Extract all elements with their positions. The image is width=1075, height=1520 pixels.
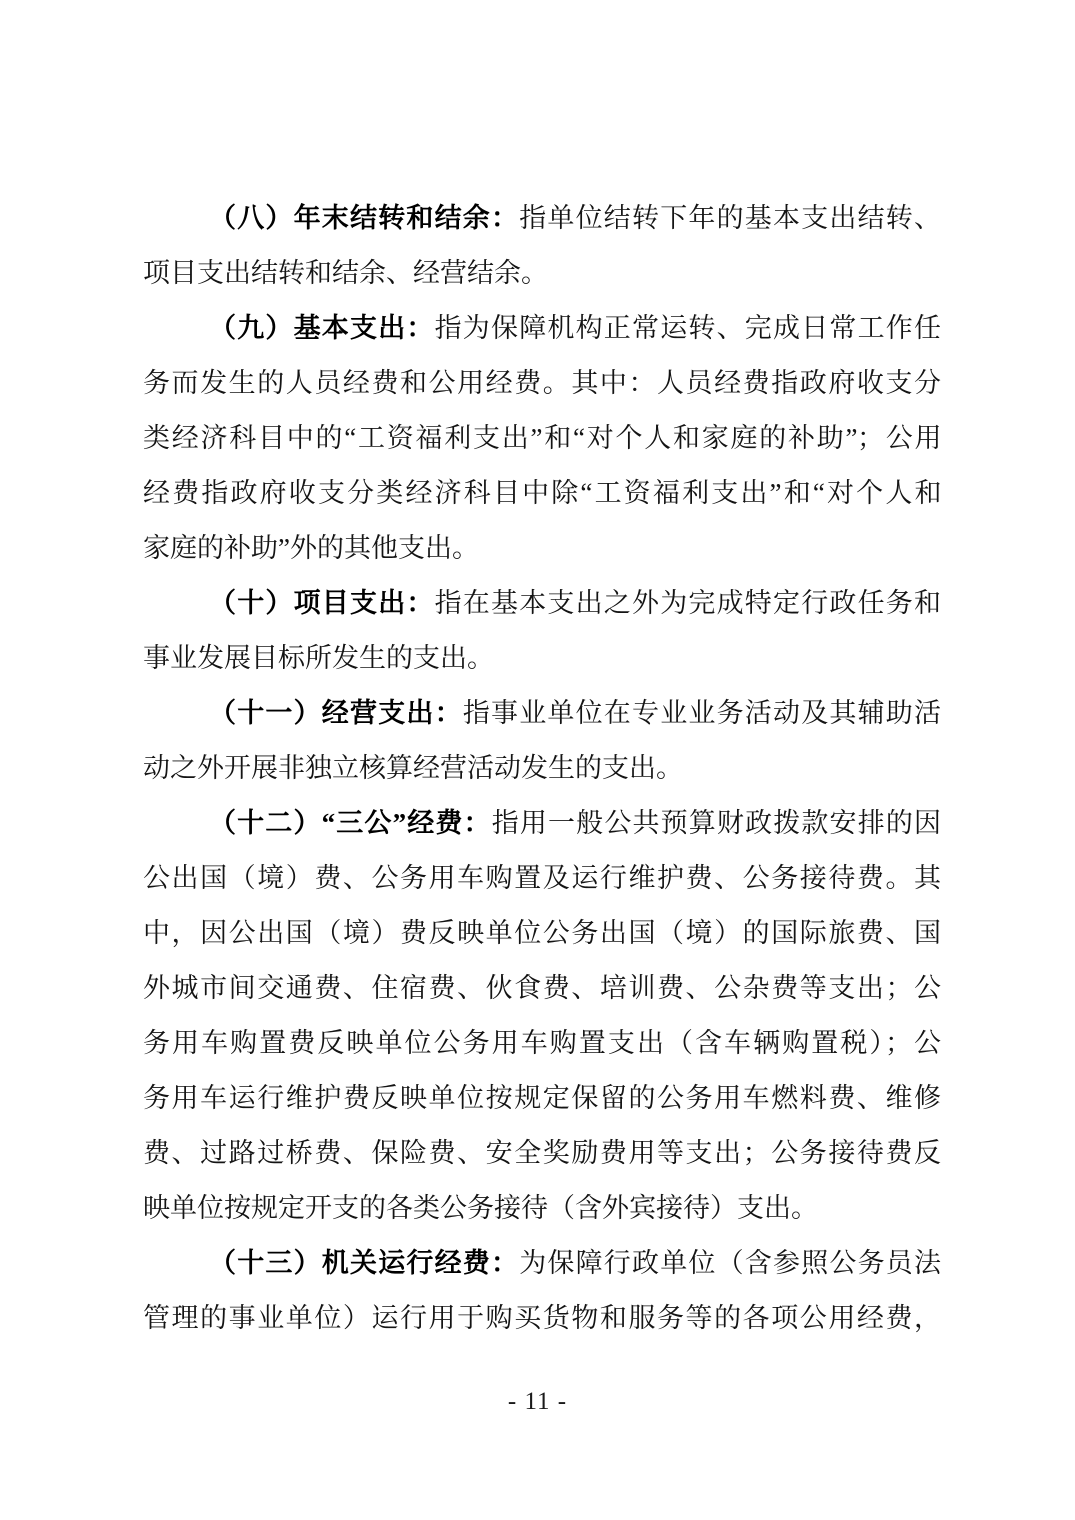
paragraph-item-10 bbox=[143, 576, 941, 686]
text-line bbox=[143, 796, 941, 851]
text-line: 经费指政府收支分类经济科目中除“工资福利支出”和“对个人和 bbox=[143, 478, 941, 508]
paragraph-item-13 bbox=[143, 1236, 941, 1346]
text-line: 务而发生的人员经费和公用经费。其中：人员经费指政府收支分 bbox=[143, 368, 941, 398]
text-line: 映单位按规定开支的各类公务接待（含外宾接待）支出。 bbox=[143, 1193, 818, 1223]
term-heading: （十二）“三公”经费： bbox=[209, 808, 492, 838]
term-heading: （十一）经营支出： bbox=[209, 698, 463, 728]
text-line bbox=[143, 1236, 941, 1291]
text-line: 中，因公出国（境）费反映单位公务出国（境）的国际旅费、国 bbox=[143, 918, 941, 948]
text-line: 家庭的补助”外的其他支出。 bbox=[143, 533, 479, 563]
text-line: 外城市间交通费、住宿费、伙食费、培训费、公杂费等支出；公 bbox=[143, 973, 941, 1003]
term-definition-text: 指用一般公共预算财政拨款安排的因 bbox=[491, 808, 941, 838]
text-line bbox=[143, 301, 941, 356]
term-heading: （十）项目支出： bbox=[209, 588, 435, 618]
text-line: 项目支出结转和结余、经营结余。 bbox=[143, 258, 548, 288]
paragraph-item-8 bbox=[143, 191, 941, 301]
term-heading: （八）年末结转和结余： bbox=[209, 203, 520, 233]
term-definition-text: 为保障行政单位（含参照公务员法 bbox=[519, 1248, 941, 1278]
text-line: 事业发展目标所发生的支出。 bbox=[143, 643, 494, 673]
text-line: 务用车购置费反映单位公务用车购置支出（含车辆购置税）；公 bbox=[143, 1028, 941, 1058]
term-definition-text: 指事业单位在专业业务活动及其辅助活 bbox=[462, 698, 941, 728]
text-line: 公出国（境）费、公务用车购置及运行维护费、公务接待费。其 bbox=[143, 863, 941, 893]
term-definition-text: 指单位结转下年的基本支出结转、 bbox=[519, 203, 941, 233]
text-line: 管理的事业单位）运行用于购买货物和服务等的各项公用经费， bbox=[143, 1303, 941, 1333]
text-line bbox=[143, 576, 941, 631]
page-number: - 11 - bbox=[507, 1388, 568, 1415]
paragraph-item-11 bbox=[143, 686, 941, 796]
text-line: 务用车运行维护费反映单位按规定保留的公务用车燃料费、维修 bbox=[143, 1083, 941, 1113]
term-heading: （九）基本支出： bbox=[209, 313, 435, 343]
text-line bbox=[143, 191, 941, 246]
text-line bbox=[143, 686, 941, 741]
paragraph-item-9 bbox=[143, 301, 941, 576]
text-line: 费、过路过桥费、保险费、安全奖励费用等支出；公务接待费反 bbox=[143, 1138, 941, 1168]
term-definition-text: 指为保障机构正常运转、完成日常工作任 bbox=[434, 313, 941, 343]
text-line: 类经济科目中的“工资福利支出”和“对个人和家庭的补助”；公用 bbox=[143, 423, 941, 453]
term-heading: （十三）机关运行经费： bbox=[209, 1248, 520, 1278]
document-body bbox=[143, 191, 941, 1346]
paragraph-item-12 bbox=[143, 796, 941, 1236]
term-definition-text: 指在基本支出之外为完成特定行政任务和 bbox=[434, 588, 941, 618]
text-line: 动之外开展非独立核算经营活动发生的支出。 bbox=[143, 753, 683, 783]
